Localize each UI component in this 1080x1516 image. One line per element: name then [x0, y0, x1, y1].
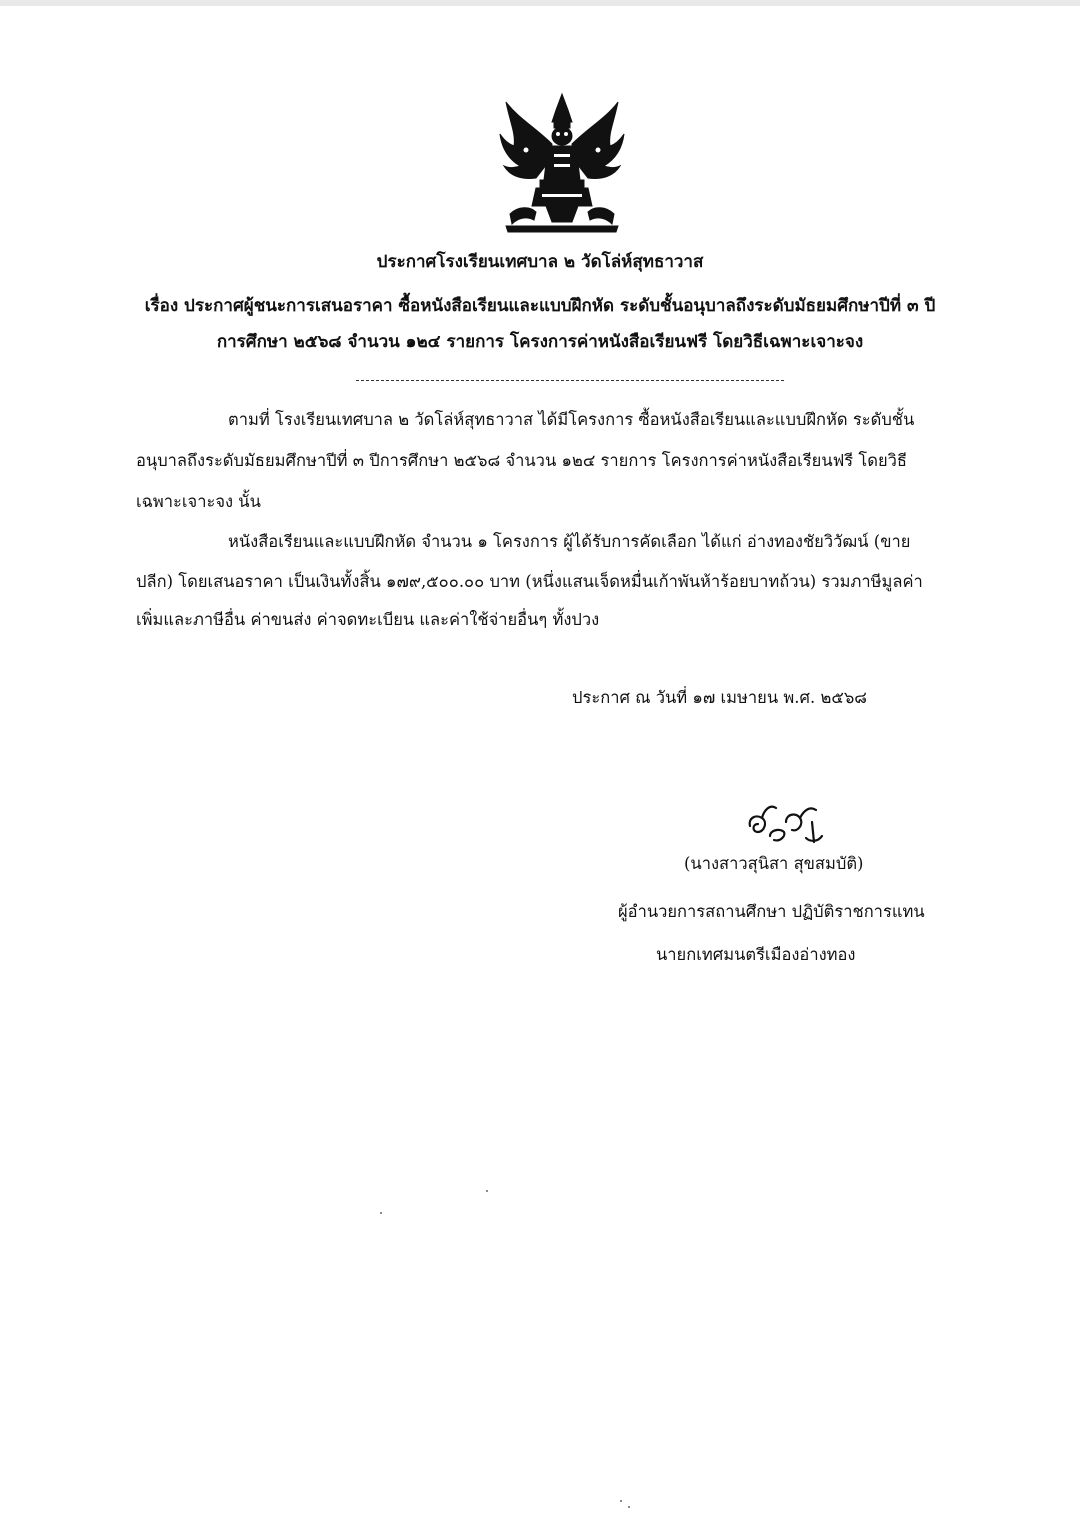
announcement-subject-line-2: การศึกษา ๒๕๖๘ จำนวน ๑๒๔ รายการ โครงการค่าหนังสือเรียนฟรี โดยวิธีเฉพาะเจาะจง: [216, 332, 864, 352]
scan-speck: [380, 1212, 382, 1214]
signatory-position-line-1: ผู้อำนวยการสถานศึกษา ปฏิบัติราชการแทน: [618, 902, 925, 921]
announcement-date: ประกาศ ณ วันที่ ๑๗ เมษายน พ.ศ. ๒๕๖๘: [572, 688, 868, 707]
scan-speck: [486, 1190, 488, 1192]
garuda-emblem-icon: [496, 88, 628, 236]
paragraph-2-line-2: ปลีก) โดยเสนอราคา เป็นเงินทั้งสิ้น ๑๗๙,๕๐๐.๐๐ บาท (หนึ่งแสนเจ็ดหมื่นเก้าพันห้าร้อยบาทถ้วน) รวมภาษีมูลค่า: [136, 572, 923, 591]
signatory-position-line-2: นายกเทศมนตรีเมืองอ่างทอง: [656, 945, 856, 964]
scan-speck: [620, 1500, 622, 1502]
handwritten-signature: [740, 792, 840, 848]
paragraph-1-line-1: ตามที่ โรงเรียนเทศบาล ๒ วัดโล่ห์สุทธาวาส ได้มีโครงการ ซื้อหนังสือเรียนและแบบฝึกหัด ระดับชั้น: [228, 410, 915, 429]
announcement-title: ประกาศโรงเรียนเทศบาล ๒ วัดโล่ห์สุทธาวาส: [376, 252, 704, 272]
paragraph-2-line-1: หนังสือเรียนและแบบฝึกหัด จำนวน ๑ โครงการ ผู้ได้รับการคัดเลือก ได้แก่ อ่างทองชัยวิวัฒน์ (ขาย: [228, 532, 911, 551]
title-divider: [356, 380, 784, 381]
signatory-name: (นางสาวสุนิสา สุขสมบัติ): [684, 854, 864, 873]
scan-speck: [628, 1506, 630, 1508]
paragraph-1-line-3: เฉพาะเจาะจง นั้น: [136, 492, 261, 511]
announcement-subject-line-1: เรื่อง ประกาศผู้ชนะการเสนอราคา ซื้อหนังสือเรียนและแบบฝึกหัด ระดับชั้นอนุบาลถึงระดับมัธยมศึกษาปีที่ ๓ ปี: [144, 296, 936, 316]
paragraph-2-line-3: เพิ่มและภาษีอื่น ค่าขนส่ง ค่าจดทะเบียน และค่าใช้จ่ายอื่นๆ ทั้งปวง: [136, 610, 600, 629]
paragraph-1-line-2: อนุบาลถึงระดับมัธยมศึกษาปีที่ ๓ ปีการศึกษา ๒๕๖๘ จำนวน ๑๒๔ รายการ โครงการค่าหนังสือเรียนฟรี โดยวิธี: [136, 451, 907, 470]
